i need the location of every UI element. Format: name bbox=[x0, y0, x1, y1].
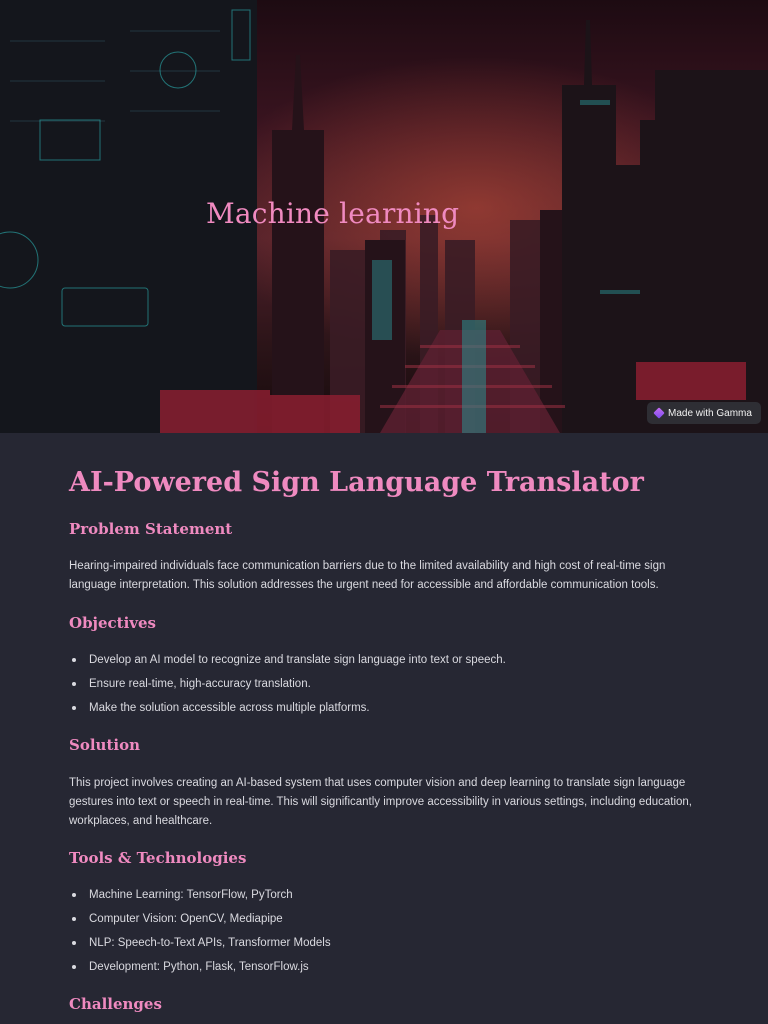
problem-statement-heading: Problem Statement bbox=[69, 520, 233, 538]
page-title: AI-Powered Sign Language Translator bbox=[69, 467, 644, 498]
list-item: Ensure real-time, high-accuracy translation. bbox=[69, 675, 506, 699]
solution-heading: Solution bbox=[69, 736, 140, 754]
list-item: Develop an AI model to recognize and translate sign language into text or speech. bbox=[69, 651, 506, 675]
problem-statement-text: Hearing-impaired individuals face communication barriers due to the limited availability and high cost of real-time sign language interpretation. This solution addresses the urgent need for accessible and affordable communication tools. bbox=[69, 560, 666, 591]
list-item: NLP: Speech-to-Text APIs, Transformer Models bbox=[69, 934, 331, 958]
objectives-heading: Objectives bbox=[69, 614, 156, 632]
objectives-list bbox=[69, 651, 506, 723]
hero-title: Machine learning bbox=[206, 197, 460, 230]
tools-list bbox=[69, 886, 331, 982]
badge-label: Made with Gamma bbox=[668, 407, 752, 419]
list-item: Development: Python, Flask, TensorFlow.js bbox=[69, 958, 331, 982]
made-with-gamma-badge[interactable] bbox=[647, 402, 761, 424]
challenges-heading: Challenges bbox=[69, 995, 162, 1013]
list-item: Computer Vision: OpenCV, Mediapipe bbox=[69, 910, 331, 934]
hero-banner bbox=[0, 0, 768, 433]
solution-text: This project involves creating an AI-based system that uses computer vision and deep learning to translate sign language gestures into text or speech in real-time. This will significantly improve accessibility in various settings, including education, workplaces, and healthcare. bbox=[69, 777, 692, 827]
gamma-logo-icon bbox=[653, 407, 664, 418]
tools-heading: Tools & Technologies bbox=[69, 849, 247, 867]
list-item: Machine Learning: TensorFlow, PyTorch bbox=[69, 886, 331, 910]
list-item: Make the solution accessible across multiple platforms. bbox=[69, 699, 506, 723]
